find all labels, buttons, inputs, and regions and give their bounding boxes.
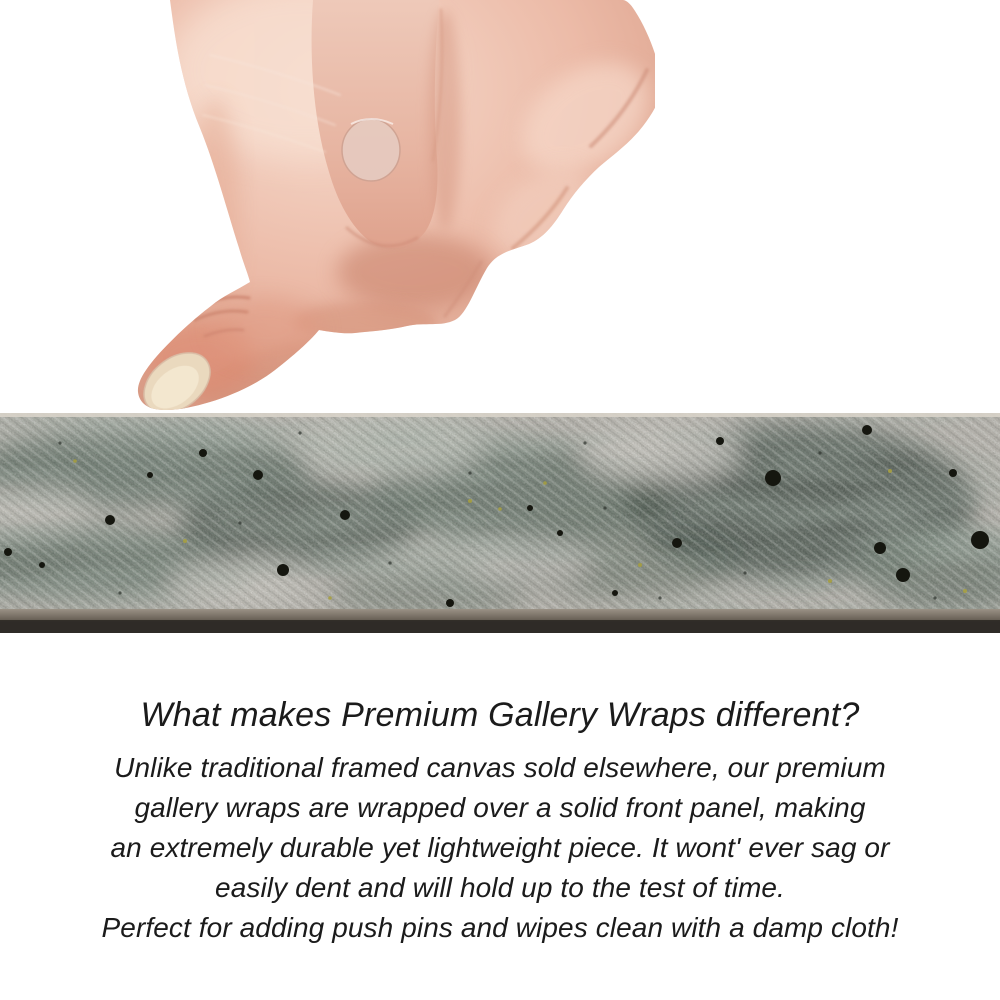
hand-pressing-thumb-photo (115, 0, 655, 418)
body-line: Perfect for adding push pins and wipes clean with a damp cloth! (101, 912, 899, 943)
panel-edge (0, 609, 1000, 633)
body-line: an extremely durable yet lightweight piece. It wont' ever sag or (110, 832, 890, 863)
marketing-copy (0, 696, 1000, 948)
body-line: gallery wraps are wrapped over a solid front panel, making (134, 792, 866, 823)
canvas-texture (0, 413, 1000, 633)
canvas-panel-strip (0, 413, 1000, 633)
body-line: easily dent and will hold up to the test of time. (215, 872, 785, 903)
index-fingernail (342, 119, 400, 181)
body-line: Unlike traditional framed canvas sold elsewhere, our premium (114, 752, 886, 783)
headline: What makes Premium Gallery Wraps different? (140, 696, 860, 734)
